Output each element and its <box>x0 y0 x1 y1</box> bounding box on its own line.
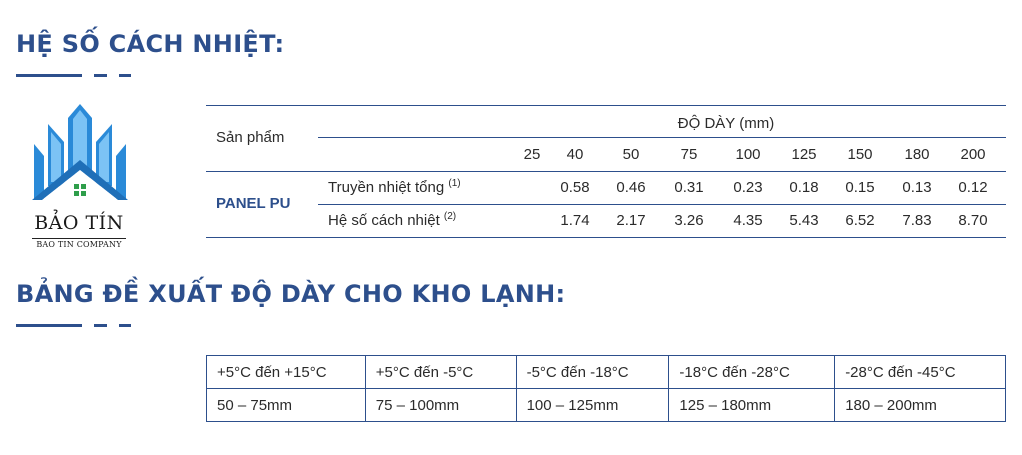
logo-subtitle: BAO TIN COMPANY <box>36 240 122 249</box>
thickness-range-cell: 100 – 125mm <box>516 389 669 422</box>
table-cell-value: 0.46 <box>616 179 646 196</box>
table-row <box>207 389 1006 422</box>
thickness-value-header: 25 <box>523 146 541 163</box>
thickness-value-header: 150 <box>847 146 873 163</box>
table-cell-value: 5.43 <box>789 212 819 229</box>
insulation-table <box>206 105 1006 238</box>
table-top-border <box>206 105 1006 106</box>
product-name: PANEL PU <box>216 195 291 212</box>
thickness-value-header: 50 <box>622 146 640 163</box>
table-cell-value: 4.35 <box>733 212 763 229</box>
temperature-range-cell: -28°C đến -45°C <box>835 356 1006 389</box>
thickness-value-header: 180 <box>904 146 930 163</box>
table-header-divider <box>318 137 1006 138</box>
thickness-range-cell: 75 – 100mm <box>365 389 516 422</box>
heading-underline <box>16 74 131 77</box>
table-cell-value: 0.12 <box>958 179 988 196</box>
heading-underline <box>16 324 131 327</box>
table-row-divider <box>318 204 1006 205</box>
table-cell-value: 8.70 <box>958 212 988 229</box>
thickness-value-header: 125 <box>791 146 817 163</box>
thickness-range-cell: 125 – 180mm <box>669 389 835 422</box>
temperature-range-cell: +5°C đến +15°C <box>207 356 366 389</box>
table-cell-value: 0.13 <box>902 179 932 196</box>
temperature-range-cell: -5°C đến -18°C <box>516 356 669 389</box>
table-cell-value: 0.31 <box>674 179 704 196</box>
table-cell-value: 6.52 <box>845 212 875 229</box>
row-label-heat-transfer: Truyền nhiệt tổng $^{(1)}$ <box>328 178 461 196</box>
thickness-value-header: 200 <box>960 146 986 163</box>
thickness-value-header: 40 <box>566 146 584 163</box>
company-logo <box>24 104 134 250</box>
table-row <box>207 356 1006 389</box>
row-label-insulation-coefficient: Hệ số cách nhiệt $^{(2)}$ <box>328 211 457 229</box>
table-cell-value: 0.18 <box>789 179 819 196</box>
logo-divider <box>32 238 126 239</box>
logo-company-name: BẢO TÍN <box>34 212 124 234</box>
table-header-bottom-border <box>206 171 1006 172</box>
table-cell-value: 0.58 <box>560 179 590 196</box>
thickness-range-cell: 180 – 200mm <box>835 389 1006 422</box>
table-cell-value: 3.26 <box>674 212 704 229</box>
table-cell-value: 7.83 <box>902 212 932 229</box>
table-cell-value: 1.74 <box>560 212 590 229</box>
section-heading-cold-storage: BẢNG ĐỀ XUẤT ĐỘ DÀY CHO KHO LẠNH: <box>16 280 566 308</box>
table-cell-value: 0.15 <box>845 179 875 196</box>
building-logo-icon <box>30 104 130 210</box>
temperature-range-cell: +5°C đến -5°C <box>365 356 516 389</box>
table-cell-value: 2.17 <box>616 212 646 229</box>
thickness-value-header: 75 <box>680 146 698 163</box>
thickness-range-cell: 50 – 75mm <box>207 389 366 422</box>
temperature-range-cell: -18°C đến -28°C <box>669 356 835 389</box>
section-heading-insulation: HỆ SỐ CÁCH NHIỆT: <box>16 30 285 58</box>
thickness-value-header: 100 <box>735 146 761 163</box>
table-cell-value: 0.23 <box>733 179 763 196</box>
product-column-header: Sản phẩm <box>216 129 285 146</box>
cold-storage-thickness-table <box>206 355 1006 422</box>
thickness-column-header: ĐỘ DÀY (mm) <box>677 115 775 132</box>
table-bottom-border <box>206 237 1006 238</box>
